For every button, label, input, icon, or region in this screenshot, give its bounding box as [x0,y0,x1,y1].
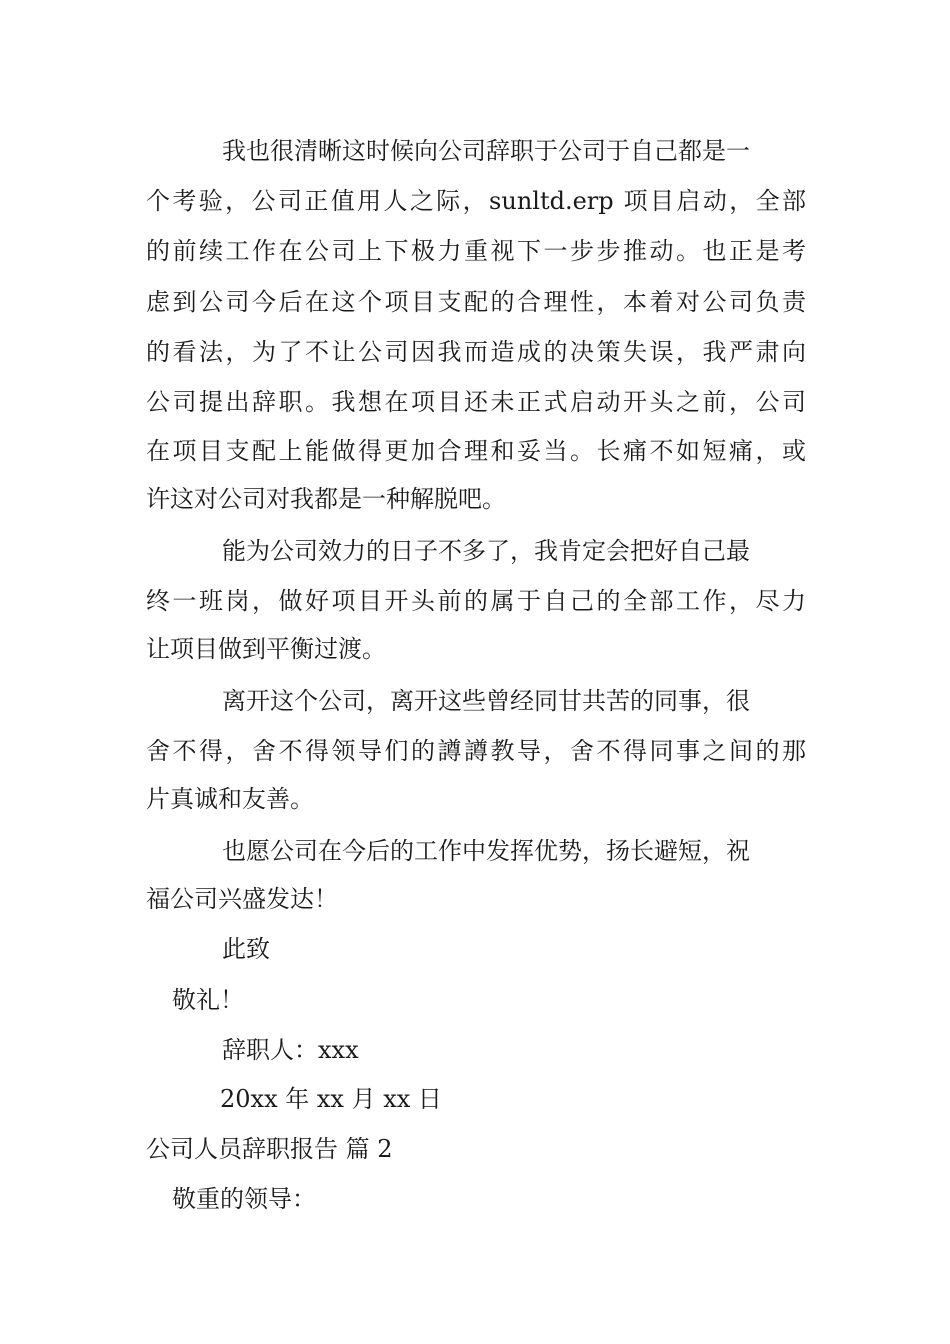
paragraph-1-line-2: 个考验，公司正值用人之际，sunltd.erp 项目启动，全部 [146,187,806,215]
paragraph-1-line-7: 在项目支配上能做得更加合理和妥当。长痛不如短痛，或 [146,437,806,465]
paragraph-3-line-3: 片真诚和友善。 [146,785,314,813]
paragraph-3-line-1: 离开这个公司，离开这些曾经同甘共苦的同事，很 [222,687,750,715]
paragraph-4-line-1: 也愿公司在今后的工作中发挥优势，扬长避短，祝 [222,837,750,865]
paragraph-1-line-4: 虑到公司今后在这个项目支配的合理性，本着对公司负责 [146,288,806,316]
paragraph-3-line-2: 舍不得，舍不得领导们的譐譐教导，舍不得同事之间的那 [146,737,806,765]
paragraph-4-line-2: 福公司兴盛发达！ [146,885,338,913]
paragraph-2-line-3: 让项目做到平衡过渡。 [146,635,386,663]
paragraph-1-line-3: 的前续工作在公司上下极力重视下一步步推动。也正是考 [146,237,806,265]
paragraph-1-line-6: 公司提出辞职。我想在项目还未正式启动开头之前，公司 [146,388,806,416]
paragraph-1-line-8: 许这对公司对我都是一种解脱吧。 [146,485,506,513]
paragraph-1-line-1: 我也很清晰这时候向公司辞职于公司于自己都是一 [222,137,750,165]
signer-line: 辞职人：xxx [222,1036,359,1064]
paragraph-1-line-5: 的看法，为了不让公司因我而造成的决策失误，我严肃向 [146,338,806,366]
greeting-line: 敬重的领导： [172,1185,316,1213]
section-title: 公司人员辞职报告 篇 2 [146,1135,393,1163]
paragraph-2-line-2: 终一班岗，做好项目开头前的属于自己的全部工作，尽力 [146,587,806,615]
date-line: 20xx 年 xx 月 xx 日 [220,1085,442,1113]
closing-salutation: 此致 [222,935,270,963]
closing-respect: 敬礼！ [172,986,244,1014]
paragraph-2-line-1: 能为公司效力的日子不多了，我肯定会把好自己最 [222,537,750,565]
